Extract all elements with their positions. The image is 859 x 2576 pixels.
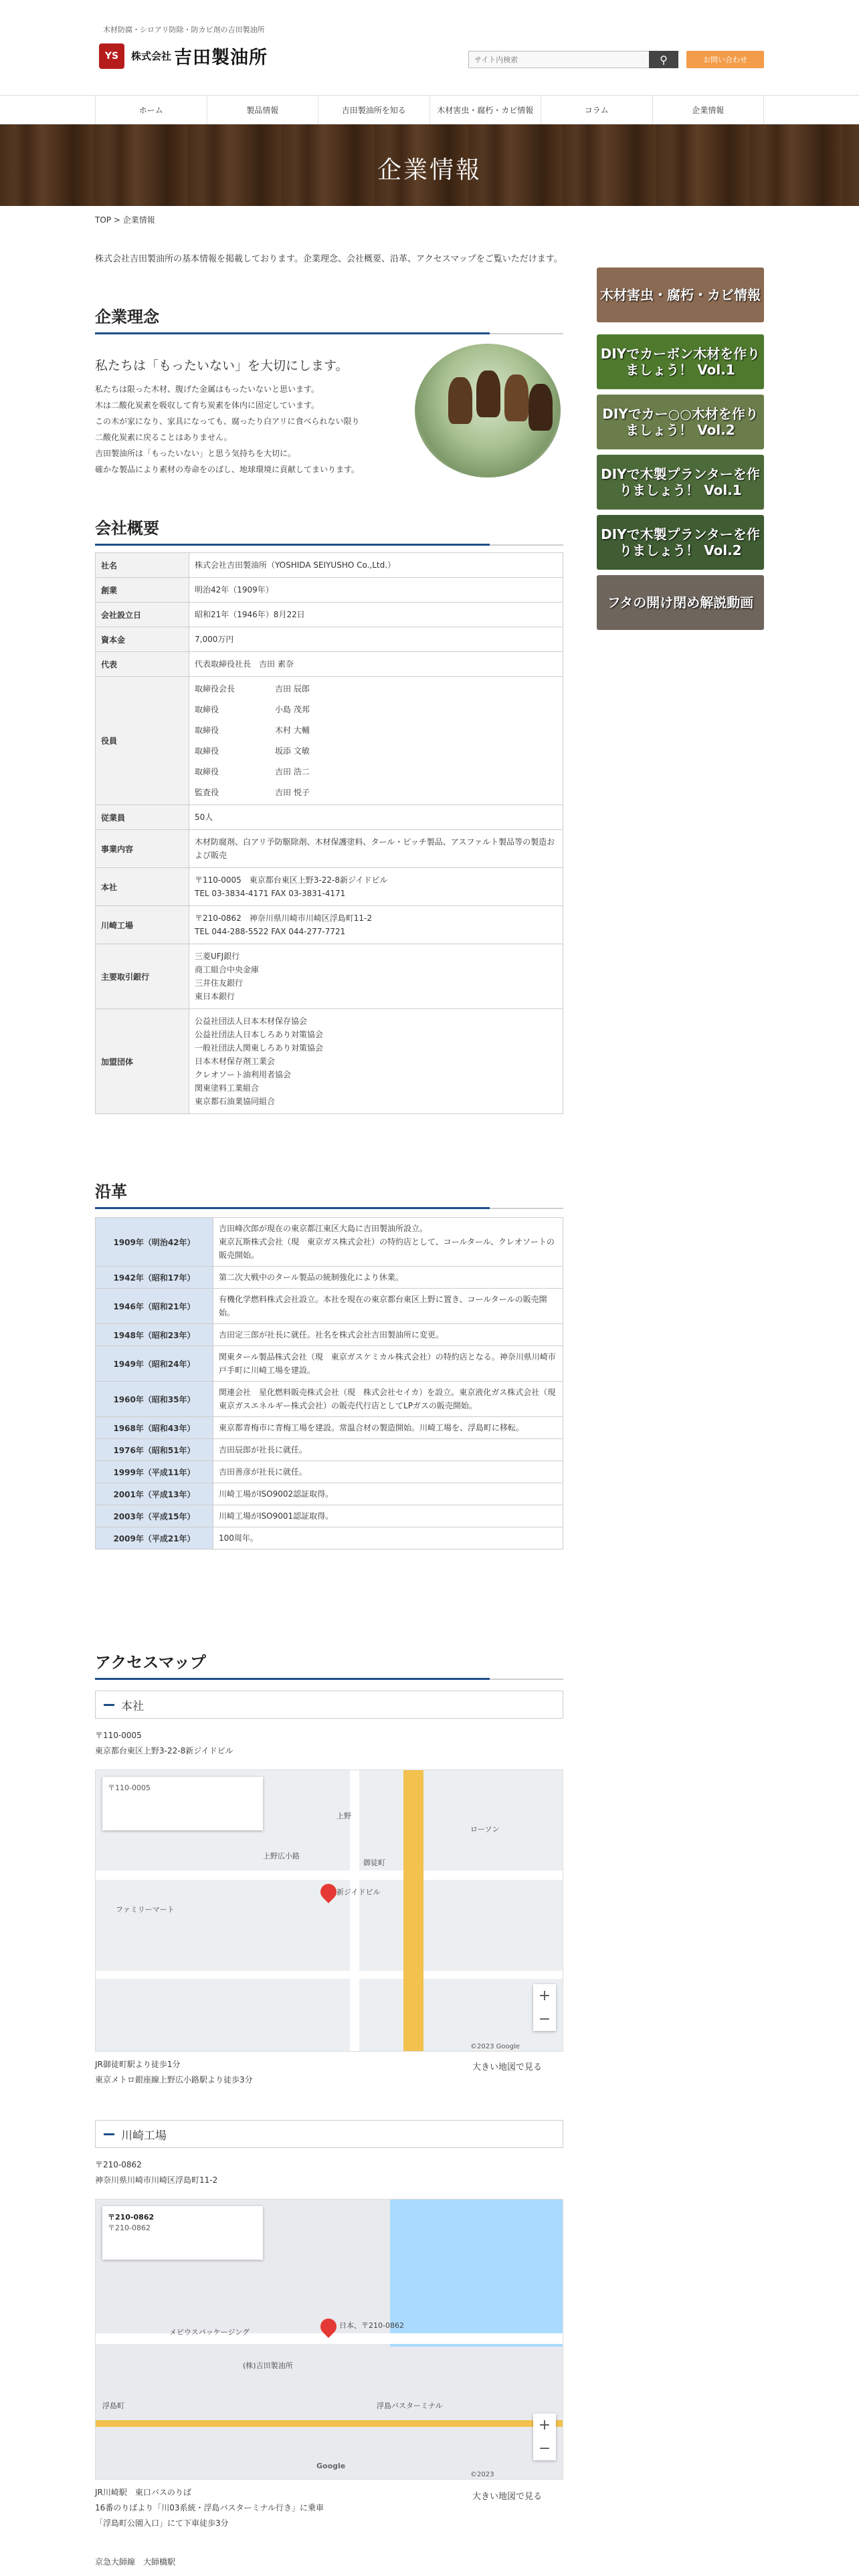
table-row: 1949年（昭和24年） 関東タール製品株式会社（現 東京ガスケミカル株式会社）の特約店となる。神奈川県川崎市戸手町に川崎工場を建設。 xyxy=(96,1346,563,1382)
plant-larger-map-link[interactable]: 大きい地図で見る xyxy=(472,2492,543,2502)
breadcrumb[interactable]: TOP > 企業情報 xyxy=(95,215,155,225)
table-row: 資本金 7,000万円 xyxy=(96,627,563,652)
table-row: 1946年（昭和21年） 有機化学燃料株式会社設立。本社を現在の東京都台東区上野に置き、コールタールの販売開始。 xyxy=(96,1289,563,1324)
search-input[interactable] xyxy=(468,51,649,68)
history-table xyxy=(95,1217,563,1549)
map-label: ローソン xyxy=(470,1825,500,1834)
map-info-box: 〒210-0862 〒210-0862 xyxy=(102,2206,263,2260)
section-title-history: 沿革 xyxy=(95,1178,563,1209)
horses-photo xyxy=(415,344,561,477)
sidebar-banner-diy-carbon-1[interactable]: DIYでカーボン木材を作りましょう！ Vol.1 xyxy=(597,334,764,389)
map-label: ファミリーマート xyxy=(116,1905,175,1914)
hero-banner xyxy=(0,124,859,206)
google-logo: Google xyxy=(316,2462,346,2470)
nav-products[interactable]: 製品情報 xyxy=(207,96,318,124)
map-info-box: 〒110-0005 xyxy=(102,1777,263,1830)
table-row: 川崎工場 〒210-0862 神奈川県川崎市川崎区浮島町11-2 TEL 044-288-5522 FAX 044-277-7721 xyxy=(96,906,563,944)
hq-map[interactable] xyxy=(95,1769,563,2052)
table-row: 2001年（平成13年） 川崎工場がISO9002認証取得。 xyxy=(96,1483,563,1505)
table-row: 1999年（平成11年） 吉田善彦が社長に就任。 xyxy=(96,1461,563,1483)
nav-company[interactable]: 企業情報 xyxy=(652,96,765,124)
plant-directions-extra: 京急大師線 大師橋駅 xyxy=(95,2557,176,2567)
philosophy-text: 私たちは限った木材、腹げた金属はもったいないと思います。 木は二酸化炭素を吸収して育ち炭素を体内に固定しています。 この木が家になり、家具になっても、腐ったり白アリに食べられない限り 二酸化炭素に戻ることはありません。 吉田製油所は「もったいない」と思う気持ちを大切に。 確かな製品により素材の寿命をのばし、地球環境に貢献してまいります。 xyxy=(95,385,360,474)
page-title: 企業情報 xyxy=(377,156,482,184)
table-row: 役員 取締役会長 吉田 辰郎 取締役 小島 茂邦 取締役 木村 大輔 取締役 坂添 文敏 取締役 吉田 浩二 監査役 吉田 悦子 xyxy=(96,677,563,805)
table-row: 1960年（昭和35年） 関連会社 星化燃料販売株式会社（現 株式会社セイカ）を設立。東京液化ガス株式会社（現 東京ガスエネルギー株式会社）の販売代行店としてLPガスの販売開始。 xyxy=(96,1382,563,1417)
access-hq-heading: 本社 xyxy=(95,1691,563,1719)
intro-text: 株式会社吉田製油所の基本情報を掲載しております。企業理念、会社概要、沿革、アクセスマップをご覧いただけます。 xyxy=(95,254,563,264)
hq-directions: JR御徒町駅より徒歩1分 東京メトロ銀座線上野広小路駅より徒歩3分 xyxy=(95,2060,253,2084)
section-title-access: アクセスマップ xyxy=(95,1649,563,1680)
site-header xyxy=(0,0,859,95)
nav-home[interactable]: ホーム xyxy=(95,96,207,124)
zoom-in-icon: + xyxy=(538,1988,551,2004)
hq-address: 〒110-0005 東京都台東区上野3-22-8新ジイドビル xyxy=(95,1731,233,1755)
map-copyright: ©2023 xyxy=(470,2471,494,2478)
sidebar-banner-wood-info[interactable]: 木材害虫・腐朽・カビ情報 xyxy=(597,267,764,322)
table-row: 本社 〒110-0005 東京都台東区上野3-22-8新ジイドビル TEL 03-3834-4171 FAX 03-3831-4171 xyxy=(96,868,563,906)
table-row: 主要取引銀行 三菱UFJ銀行 商工組合中央金庫 三井住友銀行 東日本銀行 xyxy=(96,944,563,1009)
map-label: 新ジイドビル xyxy=(337,1888,381,1897)
table-row: 代表 代表取締役社長 吉田 素奈 xyxy=(96,652,563,677)
table-row: 1948年（昭和23年） 吉田定三郎が社長に就任。社名を株式会社吉田製油所に変更。 xyxy=(96,1324,563,1346)
site-logo[interactable] xyxy=(99,43,268,69)
zoom-out-icon: − xyxy=(538,2011,551,2028)
plant-address: 〒210-0862 神奈川県川崎市川崎区浮島町11-2 xyxy=(95,2160,218,2185)
table-row: 2003年（平成15年） 川崎工場がISO9001認証取得。 xyxy=(96,1505,563,1527)
map-zoom-controls[interactable] xyxy=(533,1984,556,2031)
site-tagline: 木材防腐・シロアリ防除・防カビ剤の吉田製油所 xyxy=(103,25,265,34)
sidebar-banner-lid-video[interactable]: フタの開け閉め解説動画 xyxy=(597,575,764,630)
map-label: 浮島バスターミナル xyxy=(377,2401,443,2410)
search-button[interactable] xyxy=(649,51,678,68)
section-title-philosophy: 企業理念 xyxy=(95,304,563,334)
table-row: 事業内容 木材防腐剤、白アリ予防駆除剤、木材保護塗料、タール・ピッチ製品、アスファルト製品等の製造および販売 xyxy=(96,830,563,868)
sidebar-banner-diy-planter-2[interactable]: DIYで木製プランターを作りましょう！ Vol.2 xyxy=(597,515,764,570)
table-row: 1909年（明治42年） 吉田峰次郎が現在の東京都江東区大島に吉田製油所設立。 東京瓦斯株式会社（現 東京ガス株式会社）の特約店として、コールタール、クレオソートの販売開始。 xyxy=(96,1218,563,1267)
table-row: 創業 明治42年（1909年） xyxy=(96,578,563,603)
philosophy-heading: 私たちは「もったいない」を大切にします。 xyxy=(95,358,349,373)
zoom-out-icon: − xyxy=(538,2440,551,2457)
map-label: 浮島町 xyxy=(102,2401,124,2410)
nav-about[interactable]: 吉田製油所を知る xyxy=(318,96,430,124)
officers-list: 取締役会長 吉田 辰郎 取締役 小島 茂邦 取締役 木村 大輔 取締役 坂添 文敏 取締役 吉田 浩二 監査役 吉田 悦子 xyxy=(195,684,310,797)
map-label: 御徒町 xyxy=(363,1858,385,1867)
map-copyright: ©2023 Google xyxy=(470,2043,520,2050)
plant-directions: JR川崎駅 東口バスのりば 16番のりばより「川03系統・浮島バスターミナル行き」に乗車 「浮島町公園入口」にて下車徒歩3分 xyxy=(95,2488,324,2528)
table-row: 従業員 50人 xyxy=(96,805,563,830)
table-row: 1942年（昭和17年） 第二次大戦中のタール製品の統制強化により休業。 xyxy=(96,1267,563,1289)
main-nav xyxy=(0,95,859,124)
water-area xyxy=(390,2199,563,2347)
map-label: (株)吉田製油所 xyxy=(243,2361,293,2370)
map-label: 日本、〒210-0862 xyxy=(339,2321,404,2330)
access-plant-heading: 川崎工場 xyxy=(95,2120,563,2148)
sidebar-banner-diy-carbon-2[interactable]: DIYでカー○○木材を作りましょう！ Vol.2 xyxy=(597,395,764,449)
section-title-overview: 会社概要 xyxy=(95,515,563,546)
map-label: 上野 xyxy=(337,1812,351,1820)
nav-column[interactable]: コラム xyxy=(541,96,652,124)
map-zoom-controls[interactable] xyxy=(533,2413,556,2460)
contact-button[interactable]: お問い合わせ xyxy=(686,51,764,68)
zoom-in-icon: + xyxy=(538,2417,551,2434)
sidebar-banner-diy-planter-1[interactable]: DIYで木製プランターを作りましょう！ Vol.1 xyxy=(597,455,764,510)
table-row: 会社設立日 昭和21年（1946年）8月22日 xyxy=(96,603,563,627)
logo-name: 吉田製油所 xyxy=(174,47,268,68)
company-overview-table xyxy=(95,552,563,1114)
table-row: 加盟団体 公益社団法人日本木材保存協会 公益社団法人日本しろあり対策協会 一般社団法人関東しろあり対策協会 日本木材保存剤工業会 クレオソート油利用者協会 関東塗料工業組合 東京都石油業協同組合 xyxy=(96,1009,563,1114)
hq-larger-map-link[interactable]: 大きい地図で見る xyxy=(472,2062,543,2072)
table-row: 1976年（昭和51年） 吉田辰郎が社長に就任。 xyxy=(96,1439,563,1461)
map-label: 上野広小路 xyxy=(263,1852,300,1860)
logo-kk: 株式会社 xyxy=(131,50,172,62)
table-row: 2009年（平成21年） 100周年。 xyxy=(96,1527,563,1549)
site-search xyxy=(468,51,678,68)
map-label: メビウスパッケージング xyxy=(169,2328,250,2337)
table-row: 社名 株式会社吉田製油所（YOSHIDA SEIYUSHO Co.,Ltd.） xyxy=(96,553,563,578)
logo-mark-icon: YS xyxy=(99,43,124,69)
search-icon: ⚲ xyxy=(660,53,668,66)
plant-map[interactable] xyxy=(95,2199,563,2480)
nav-wood-info[interactable]: 木材害虫・腐朽・カビ情報 xyxy=(430,96,541,124)
table-row: 1968年（昭和43年） 東京都青梅市に青梅工場を建設。常温合材の製造開始。川崎工場を、浮島町に移転。 xyxy=(96,1417,563,1439)
